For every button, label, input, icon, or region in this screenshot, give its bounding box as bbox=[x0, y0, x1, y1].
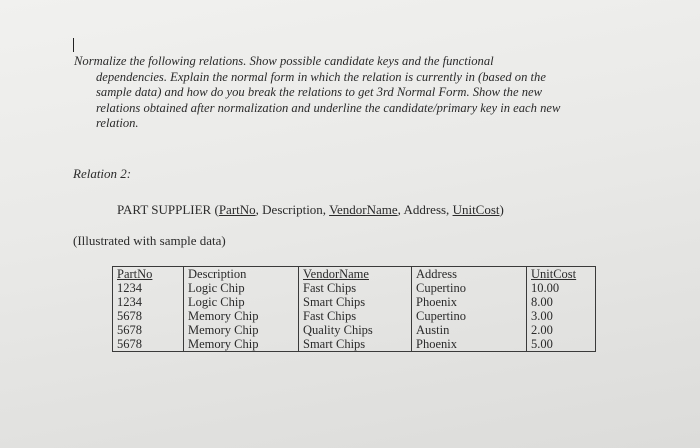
table-cell: Phoenix bbox=[412, 337, 527, 352]
instructions-line: dependencies. Explain the normal form in which the relation is currently in (based on the bbox=[96, 69, 546, 84]
schema-separator: , Address, bbox=[397, 202, 453, 217]
table-cell: Cupertino bbox=[412, 309, 527, 323]
table-row bbox=[113, 295, 596, 309]
table-cell: 3.00 bbox=[527, 309, 596, 323]
table-cell: 8.00 bbox=[527, 295, 596, 309]
table-row bbox=[113, 309, 596, 323]
text-cursor bbox=[73, 38, 74, 52]
table-cell: Cupertino bbox=[412, 281, 527, 295]
table-header-row bbox=[113, 267, 596, 282]
column-header-address: Address bbox=[416, 267, 457, 281]
table-cell: 5.00 bbox=[527, 337, 596, 352]
table-cell: Quality Chips bbox=[299, 323, 412, 337]
relation-schema bbox=[117, 202, 504, 218]
schema-key-unitcost: UnitCost bbox=[452, 202, 500, 217]
table-cell: Memory Chip bbox=[184, 323, 299, 337]
instructions-paragraph bbox=[74, 54, 634, 132]
table-cell: Smart Chips bbox=[299, 295, 412, 309]
table-cell: Logic Chip bbox=[184, 281, 299, 295]
table-cell: Austin bbox=[412, 323, 527, 337]
table-cell: 1234 bbox=[113, 281, 184, 295]
column-header-unitcost: UnitCost bbox=[531, 267, 577, 281]
table-cell: Phoenix bbox=[412, 295, 527, 309]
schema-close: ) bbox=[499, 202, 504, 217]
schema-key-partno: PartNo bbox=[218, 202, 256, 217]
table-cell: Fast Chips bbox=[299, 309, 412, 323]
schema-key-vendorname: VendorName bbox=[329, 202, 398, 217]
table-cell: Memory Chip bbox=[184, 337, 299, 352]
table-cell: Memory Chip bbox=[184, 309, 299, 323]
relation-heading: Relation 2: bbox=[73, 166, 132, 181]
sample-data-note: (Illustrated with sample data) bbox=[73, 233, 226, 248]
schema-separator: , Description, bbox=[255, 202, 330, 217]
sample-data-table bbox=[112, 266, 596, 352]
table-row bbox=[113, 323, 596, 337]
instructions-line: relation. bbox=[96, 116, 139, 130]
table-cell: 5678 bbox=[113, 323, 184, 337]
table-cell: 5678 bbox=[113, 337, 184, 352]
instructions-line: sample data) and how do you break the relations to get 3rd Normal Form. Show the new bbox=[96, 85, 542, 99]
table-cell: Logic Chip bbox=[184, 295, 299, 309]
table-cell: Smart Chips bbox=[299, 337, 412, 352]
column-header-vendorname: VendorName bbox=[303, 267, 369, 281]
instructions-line: relations obtained after normalization and underline the candidate/primary key in each new bbox=[96, 100, 561, 115]
table-cell: Fast Chips bbox=[299, 281, 412, 295]
table-cell: 1234 bbox=[113, 295, 184, 309]
table-cell: 10.00 bbox=[527, 281, 596, 295]
instructions-line: Normalize the following relations. Show possible candidate keys and the functional bbox=[74, 54, 494, 68]
column-header-partno: PartNo bbox=[117, 267, 153, 281]
table-cell: 5678 bbox=[113, 309, 184, 323]
table-cell: 2.00 bbox=[527, 323, 596, 337]
column-header-description: Description bbox=[188, 267, 247, 281]
schema-name: PART SUPPLIER ( bbox=[117, 202, 219, 217]
table-row bbox=[113, 281, 596, 295]
table-row bbox=[113, 337, 596, 352]
